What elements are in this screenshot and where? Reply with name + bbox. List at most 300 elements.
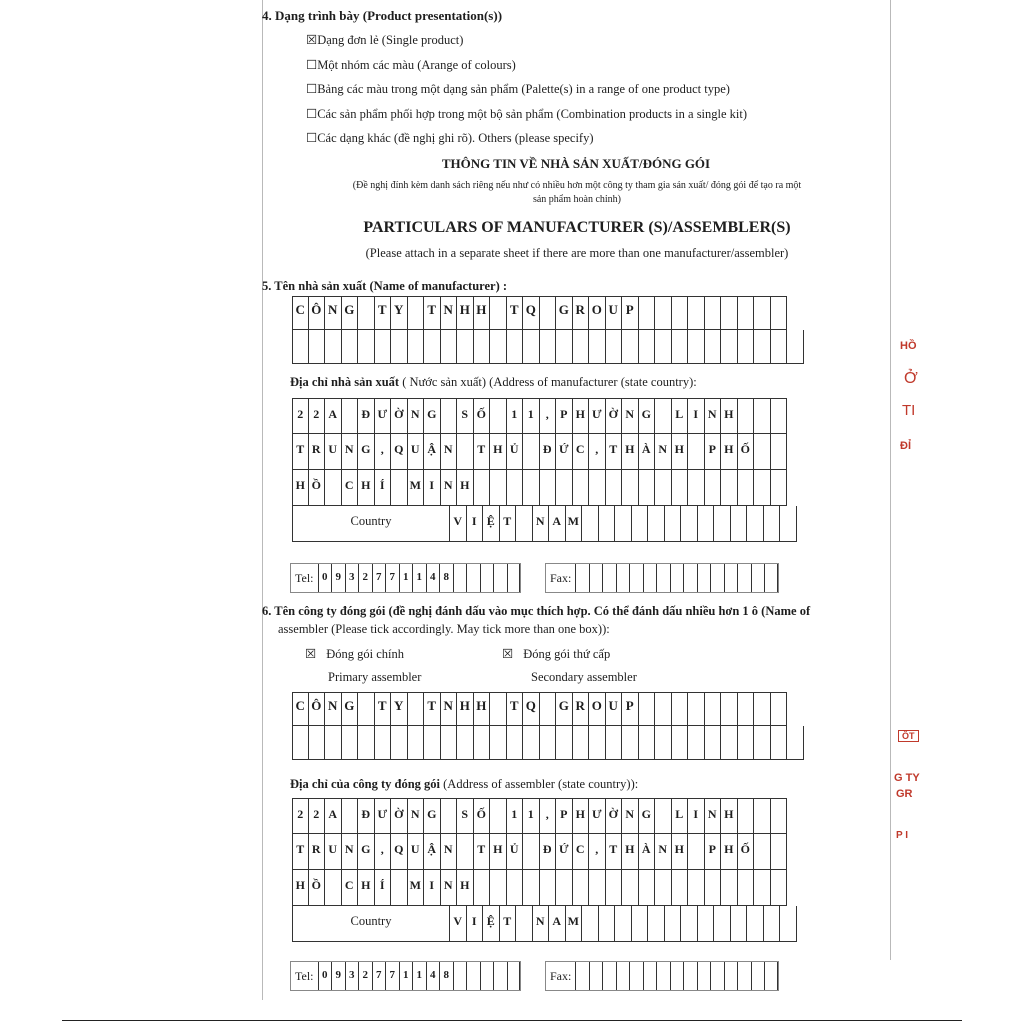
letter-cell: G bbox=[639, 398, 656, 434]
letter-cell: Y bbox=[391, 296, 408, 330]
letter-cell bbox=[731, 906, 748, 942]
digit-cell: 9 bbox=[331, 962, 345, 990]
letter-cell bbox=[391, 726, 408, 760]
digit-cell: 2 bbox=[358, 962, 372, 990]
letter-cell: N bbox=[655, 834, 672, 870]
letter-cell bbox=[292, 726, 309, 760]
letter-cell: , bbox=[540, 398, 557, 434]
letter-cell: C bbox=[342, 470, 359, 506]
letter-cell bbox=[342, 798, 359, 834]
letter-cell: H bbox=[622, 834, 639, 870]
letter-cell bbox=[457, 330, 474, 364]
letter-cell: H bbox=[573, 798, 590, 834]
letter-cell bbox=[672, 726, 689, 760]
product-presentation-option[interactable] bbox=[306, 106, 747, 122]
letter-cell: G bbox=[424, 398, 441, 434]
letter-cell bbox=[474, 470, 491, 506]
letter-cell: 2 bbox=[309, 398, 326, 434]
letter-cell bbox=[754, 330, 771, 364]
letter-cell: Ư bbox=[375, 398, 392, 434]
letter-cell: H bbox=[474, 692, 491, 726]
digit-cell bbox=[602, 962, 616, 990]
letter-cell: Đ bbox=[358, 398, 375, 434]
letter-cell bbox=[754, 798, 771, 834]
digit-cell: 0 bbox=[318, 564, 332, 592]
letter-cell bbox=[490, 692, 507, 726]
letter-cell: U bbox=[408, 834, 425, 870]
letter-cell bbox=[606, 870, 623, 906]
letter-cell bbox=[705, 296, 722, 330]
grid-row bbox=[292, 834, 797, 870]
letter-cell: Ồ bbox=[309, 870, 326, 906]
secondary-check-icon: ☒ bbox=[502, 647, 514, 661]
letter-cell bbox=[672, 296, 689, 330]
letter-cell: N bbox=[622, 798, 639, 834]
letter-cell bbox=[655, 398, 672, 434]
letter-cell: Ờ bbox=[606, 798, 623, 834]
digit-cell bbox=[507, 962, 521, 990]
letter-cell: N bbox=[408, 398, 425, 434]
digit-cell bbox=[670, 962, 684, 990]
letter-cell: H bbox=[292, 870, 309, 906]
letter-cell bbox=[490, 870, 507, 906]
letter-cell: Ô bbox=[309, 692, 326, 726]
digit-cell: 8 bbox=[439, 962, 453, 990]
letter-cell: H bbox=[358, 870, 375, 906]
letter-cell: R bbox=[309, 834, 326, 870]
section4-heading: 4. Dạng trình bày (Product presentation(s)) bbox=[262, 8, 503, 23]
letter-cell: Ố bbox=[474, 398, 491, 434]
primary-assembler-vn: Đóng gói chính bbox=[326, 647, 404, 661]
letter-cell: Y bbox=[391, 692, 408, 726]
checkbox-icon: ☐ bbox=[306, 107, 318, 121]
digit-cell bbox=[507, 564, 521, 592]
letter-cell: N bbox=[655, 434, 672, 470]
letter-cell bbox=[688, 330, 705, 364]
letter-cell: M bbox=[408, 870, 425, 906]
letter-cell bbox=[688, 470, 705, 506]
letter-cell: 2 bbox=[309, 798, 326, 834]
digit-cell bbox=[710, 564, 724, 592]
en-particulars-title: PARTICULARS OF MANUFACTURER (S)/ASSEMBLER(S) bbox=[363, 219, 791, 236]
digit-cell bbox=[656, 962, 670, 990]
letter-cell bbox=[754, 870, 771, 906]
letter-cell bbox=[309, 330, 326, 364]
digit-cell: 7 bbox=[385, 962, 399, 990]
letter-cell bbox=[615, 906, 632, 942]
product-presentation-option[interactable] bbox=[306, 32, 463, 48]
letter-cell: P bbox=[556, 798, 573, 834]
digit-cell bbox=[629, 564, 643, 592]
letter-cell bbox=[655, 470, 672, 506]
letter-cell bbox=[681, 906, 698, 942]
letter-cell bbox=[672, 470, 689, 506]
digit-cell bbox=[493, 564, 507, 592]
letter-cell bbox=[721, 870, 738, 906]
letter-cell bbox=[589, 330, 606, 364]
letter-cell bbox=[639, 726, 656, 760]
letter-cell bbox=[639, 692, 656, 726]
letter-cell: Q bbox=[391, 834, 408, 870]
letter-cell bbox=[516, 506, 533, 542]
letter-cell bbox=[681, 506, 698, 542]
letter-cell bbox=[507, 330, 524, 364]
letter-cell bbox=[771, 798, 788, 834]
letter-cell: C bbox=[573, 434, 590, 470]
letter-cell bbox=[639, 296, 656, 330]
letter-cell: Ố bbox=[738, 834, 755, 870]
letter-cell bbox=[672, 330, 689, 364]
letter-cell: Ờ bbox=[391, 798, 408, 834]
letter-cell: Ố bbox=[474, 798, 491, 834]
digit-cell bbox=[629, 962, 643, 990]
letter-cell: H bbox=[292, 470, 309, 506]
letter-cell bbox=[655, 798, 672, 834]
letter-cell: P bbox=[705, 834, 722, 870]
grid-row bbox=[292, 726, 804, 760]
letter-cell: V bbox=[450, 506, 467, 542]
letter-cell bbox=[573, 330, 590, 364]
letter-cell: N bbox=[441, 692, 458, 726]
letter-cell bbox=[698, 906, 715, 942]
digit-cell bbox=[602, 564, 616, 592]
letter-cell: M bbox=[408, 470, 425, 506]
letter-cell: T bbox=[474, 434, 491, 470]
manufacturer-address-grid bbox=[292, 398, 797, 542]
product-presentation-option[interactable] bbox=[306, 130, 594, 146]
letter-cell bbox=[754, 470, 771, 506]
grid-row bbox=[292, 798, 797, 834]
checkbox-icon: ☒ bbox=[306, 33, 318, 47]
letter-cell bbox=[556, 330, 573, 364]
letter-cell bbox=[705, 330, 722, 364]
letter-cell bbox=[375, 726, 392, 760]
letter-cell bbox=[457, 834, 474, 870]
letter-cell bbox=[622, 470, 639, 506]
letter-cell bbox=[391, 330, 408, 364]
letter-cell: H bbox=[721, 834, 738, 870]
letter-cell bbox=[738, 330, 755, 364]
country-label: Country bbox=[292, 906, 450, 942]
letter-cell bbox=[589, 726, 606, 760]
letter-cell: Q bbox=[523, 296, 540, 330]
letter-cell: N bbox=[441, 834, 458, 870]
letter-cell bbox=[648, 906, 665, 942]
letter-cell: U bbox=[606, 692, 623, 726]
digit-cell bbox=[493, 962, 507, 990]
secondary-assembler-en: Secondary assembler bbox=[531, 670, 637, 684]
secondary-assembler-option bbox=[502, 646, 610, 662]
letter-cell bbox=[606, 726, 623, 760]
digit-cell bbox=[575, 962, 589, 990]
product-presentation-option[interactable] bbox=[306, 57, 516, 73]
letter-cell bbox=[599, 506, 616, 542]
page-left-edge bbox=[262, 0, 263, 1000]
letter-cell bbox=[516, 906, 533, 942]
letter-cell: Ủ bbox=[507, 434, 524, 470]
letter-cell bbox=[721, 692, 738, 726]
letter-cell bbox=[771, 870, 788, 906]
letter-cell bbox=[721, 470, 738, 506]
letter-cell: Ư bbox=[375, 798, 392, 834]
letter-cell bbox=[589, 470, 606, 506]
letter-cell: G bbox=[342, 296, 359, 330]
letter-cell bbox=[622, 330, 639, 364]
letter-cell bbox=[754, 692, 771, 726]
letter-cell bbox=[688, 834, 705, 870]
letter-cell: N bbox=[705, 398, 722, 434]
side-fragment: GR bbox=[896, 788, 913, 800]
letter-cell bbox=[721, 726, 738, 760]
letter-cell bbox=[738, 798, 755, 834]
letter-cell: 1 bbox=[523, 798, 540, 834]
letter-cell: Đ bbox=[540, 834, 557, 870]
product-presentation-option[interactable] bbox=[306, 81, 730, 97]
letter-cell bbox=[754, 296, 771, 330]
letter-cell: I bbox=[467, 506, 484, 542]
letter-cell bbox=[705, 470, 722, 506]
letter-cell: R bbox=[309, 434, 326, 470]
letter-cell: T bbox=[375, 692, 392, 726]
manufacturer-fax-box bbox=[545, 563, 779, 593]
letter-cell bbox=[582, 506, 599, 542]
letter-cell: Q bbox=[523, 692, 540, 726]
digit-cell: 4 bbox=[426, 564, 440, 592]
letter-cell: Ờ bbox=[606, 398, 623, 434]
letter-cell bbox=[754, 726, 771, 760]
letter-cell bbox=[342, 330, 359, 364]
checkbox-icon: ☐ bbox=[306, 82, 318, 96]
letter-cell bbox=[731, 506, 748, 542]
letter-cell: N bbox=[441, 870, 458, 906]
page-right-edge bbox=[890, 0, 891, 960]
letter-cell: Ô bbox=[309, 296, 326, 330]
letter-cell: T bbox=[507, 296, 524, 330]
letter-cell: N bbox=[533, 906, 550, 942]
letter-cell bbox=[490, 296, 507, 330]
letter-cell: , bbox=[375, 834, 392, 870]
digit-cell: 1 bbox=[399, 962, 413, 990]
letter-cell bbox=[698, 506, 715, 542]
letter-cell: I bbox=[688, 398, 705, 434]
letter-cell bbox=[408, 296, 425, 330]
letter-cell bbox=[721, 330, 738, 364]
letter-cell bbox=[747, 506, 764, 542]
digit-cell bbox=[764, 564, 778, 592]
side-fragment: Ở bbox=[904, 370, 918, 387]
letter-cell: H bbox=[490, 834, 507, 870]
digit-cell bbox=[589, 564, 603, 592]
letter-cell: A bbox=[549, 506, 566, 542]
letter-cell: H bbox=[622, 434, 639, 470]
letter-cell: N bbox=[325, 296, 342, 330]
letter-cell: H bbox=[457, 692, 474, 726]
primary-check-icon: ☒ bbox=[305, 647, 317, 661]
letter-cell bbox=[474, 870, 491, 906]
letter-cell: Í bbox=[375, 870, 392, 906]
letter-cell bbox=[573, 726, 590, 760]
digit-cell: 2 bbox=[358, 564, 372, 592]
letter-cell: H bbox=[457, 470, 474, 506]
digit-cell bbox=[643, 564, 657, 592]
letter-cell: H bbox=[457, 296, 474, 330]
grid-row bbox=[292, 330, 804, 364]
tel-label: Fax: bbox=[550, 570, 572, 585]
letter-cell: Ệ bbox=[483, 506, 500, 542]
letter-cell bbox=[771, 398, 788, 434]
letter-cell: P bbox=[705, 434, 722, 470]
option-label: Một nhóm các màu (Arange of colours) bbox=[317, 58, 516, 72]
letter-cell: V bbox=[450, 906, 467, 942]
en-particulars-note: (Please attach in a separate sheet if there are more than one manufacturer/assembler) bbox=[365, 246, 789, 260]
letter-cell bbox=[672, 692, 689, 726]
country-row bbox=[292, 506, 797, 542]
letter-cell bbox=[490, 798, 507, 834]
letter-cell bbox=[714, 506, 731, 542]
letter-cell bbox=[622, 870, 639, 906]
digit-cell bbox=[683, 564, 697, 592]
digit-cell bbox=[466, 564, 480, 592]
letter-cell bbox=[589, 870, 606, 906]
letter-cell bbox=[490, 726, 507, 760]
letter-cell: N bbox=[441, 296, 458, 330]
letter-cell bbox=[606, 470, 623, 506]
letter-cell bbox=[457, 726, 474, 760]
letter-cell: G bbox=[556, 692, 573, 726]
letter-cell bbox=[573, 870, 590, 906]
letter-cell bbox=[523, 726, 540, 760]
letter-cell bbox=[606, 330, 623, 364]
letter-cell bbox=[540, 330, 557, 364]
option-label: Các sản phẩm phối hợp trong một bộ sản phẩm (Combination products in a single kit) bbox=[317, 107, 748, 121]
letter-cell bbox=[490, 330, 507, 364]
letter-cell: 1 bbox=[507, 398, 524, 434]
letter-cell: A bbox=[325, 798, 342, 834]
letter-cell: S bbox=[457, 798, 474, 834]
assembler-address-label-en: (Address of assembler (state country)): bbox=[440, 777, 639, 791]
digit-cell bbox=[480, 962, 494, 990]
letter-cell bbox=[507, 726, 524, 760]
letter-cell: P bbox=[622, 692, 639, 726]
letter-cell: G bbox=[424, 798, 441, 834]
letter-cell bbox=[358, 692, 375, 726]
letter-cell bbox=[358, 726, 375, 760]
grid-row bbox=[292, 692, 804, 726]
section5-heading: 5. Tên nhà sản xuất (Name of manufacturer) : bbox=[262, 279, 508, 293]
letter-cell bbox=[655, 296, 672, 330]
grid-row bbox=[292, 296, 804, 330]
checkbox-icon: ☐ bbox=[306, 58, 318, 72]
letter-cell: U bbox=[606, 296, 623, 330]
letter-cell: C bbox=[292, 692, 309, 726]
letter-cell bbox=[523, 870, 540, 906]
letter-cell: R bbox=[573, 692, 590, 726]
letter-cell: G bbox=[342, 692, 359, 726]
letter-cell: , bbox=[375, 434, 392, 470]
letter-cell bbox=[780, 506, 797, 542]
digit-cell: 4 bbox=[426, 962, 440, 990]
letter-cell: Ứ bbox=[556, 434, 573, 470]
letter-cell bbox=[523, 470, 540, 506]
letter-cell: P bbox=[622, 296, 639, 330]
letter-cell bbox=[292, 330, 309, 364]
letter-cell: P bbox=[556, 398, 573, 434]
digit-cell: 1 bbox=[412, 564, 426, 592]
letter-cell: T bbox=[500, 906, 517, 942]
side-fragment: ĐỈ bbox=[900, 440, 911, 452]
tel-label: Tel: bbox=[295, 968, 314, 983]
letter-cell bbox=[771, 692, 788, 726]
side-fragment: G TY bbox=[894, 772, 920, 784]
letter-cell bbox=[771, 834, 788, 870]
letter-cell: 2 bbox=[292, 798, 309, 834]
letter-cell: Đ bbox=[540, 434, 557, 470]
letter-cell bbox=[655, 870, 672, 906]
digit-cell bbox=[656, 564, 670, 592]
letter-cell: N bbox=[705, 798, 722, 834]
letter-cell bbox=[721, 296, 738, 330]
letter-cell bbox=[632, 906, 649, 942]
letter-cell bbox=[771, 296, 788, 330]
vn-particulars-title: THÔNG TIN VỀ NHÀ SẢN XUẤT/ĐÓNG GÓI bbox=[441, 156, 711, 171]
manufacturer-name-grid bbox=[292, 296, 804, 364]
letter-cell: Ệ bbox=[483, 906, 500, 942]
digit-cell: 3 bbox=[345, 962, 359, 990]
digit-cell: 7 bbox=[385, 564, 399, 592]
manufacturer-address-label-vn: Địa chỉ nhà sản xuất bbox=[290, 375, 400, 389]
letter-cell bbox=[705, 692, 722, 726]
letter-cell bbox=[754, 434, 771, 470]
letter-cell bbox=[358, 330, 375, 364]
letter-cell: 1 bbox=[507, 798, 524, 834]
grid-row bbox=[292, 398, 797, 434]
letter-cell bbox=[408, 330, 425, 364]
letter-cell: T bbox=[507, 692, 524, 726]
letter-cell bbox=[507, 870, 524, 906]
section6-heading-2: assembler (Please tick accordingly. May tick more than one box)): bbox=[278, 622, 610, 636]
letter-cell: N bbox=[325, 692, 342, 726]
letter-cell bbox=[490, 470, 507, 506]
letter-cell bbox=[738, 870, 755, 906]
letter-cell: H bbox=[721, 798, 738, 834]
country-row bbox=[292, 906, 797, 942]
digit-cell bbox=[453, 564, 467, 592]
letter-cell bbox=[424, 726, 441, 760]
letter-cell: M bbox=[566, 506, 583, 542]
letter-cell: Ứ bbox=[556, 834, 573, 870]
letter-cell bbox=[523, 834, 540, 870]
letter-cell: Ư bbox=[589, 398, 606, 434]
letter-cell bbox=[688, 870, 705, 906]
letter-cell bbox=[540, 870, 557, 906]
letter-cell bbox=[688, 726, 705, 760]
digit-cell: 1 bbox=[412, 962, 426, 990]
letter-cell bbox=[764, 506, 781, 542]
letter-cell: T bbox=[292, 834, 309, 870]
letter-cell bbox=[771, 330, 788, 364]
letter-cell: I bbox=[688, 798, 705, 834]
letter-cell: Ậ bbox=[424, 834, 441, 870]
letter-cell bbox=[358, 296, 375, 330]
letter-cell bbox=[764, 906, 781, 942]
letter-cell bbox=[771, 726, 788, 760]
letter-cell bbox=[523, 330, 540, 364]
assembler-address-label bbox=[290, 777, 638, 792]
assembler-name-grid bbox=[292, 692, 804, 760]
letter-cell bbox=[705, 726, 722, 760]
letter-cell: H bbox=[573, 398, 590, 434]
letter-cell bbox=[738, 398, 755, 434]
